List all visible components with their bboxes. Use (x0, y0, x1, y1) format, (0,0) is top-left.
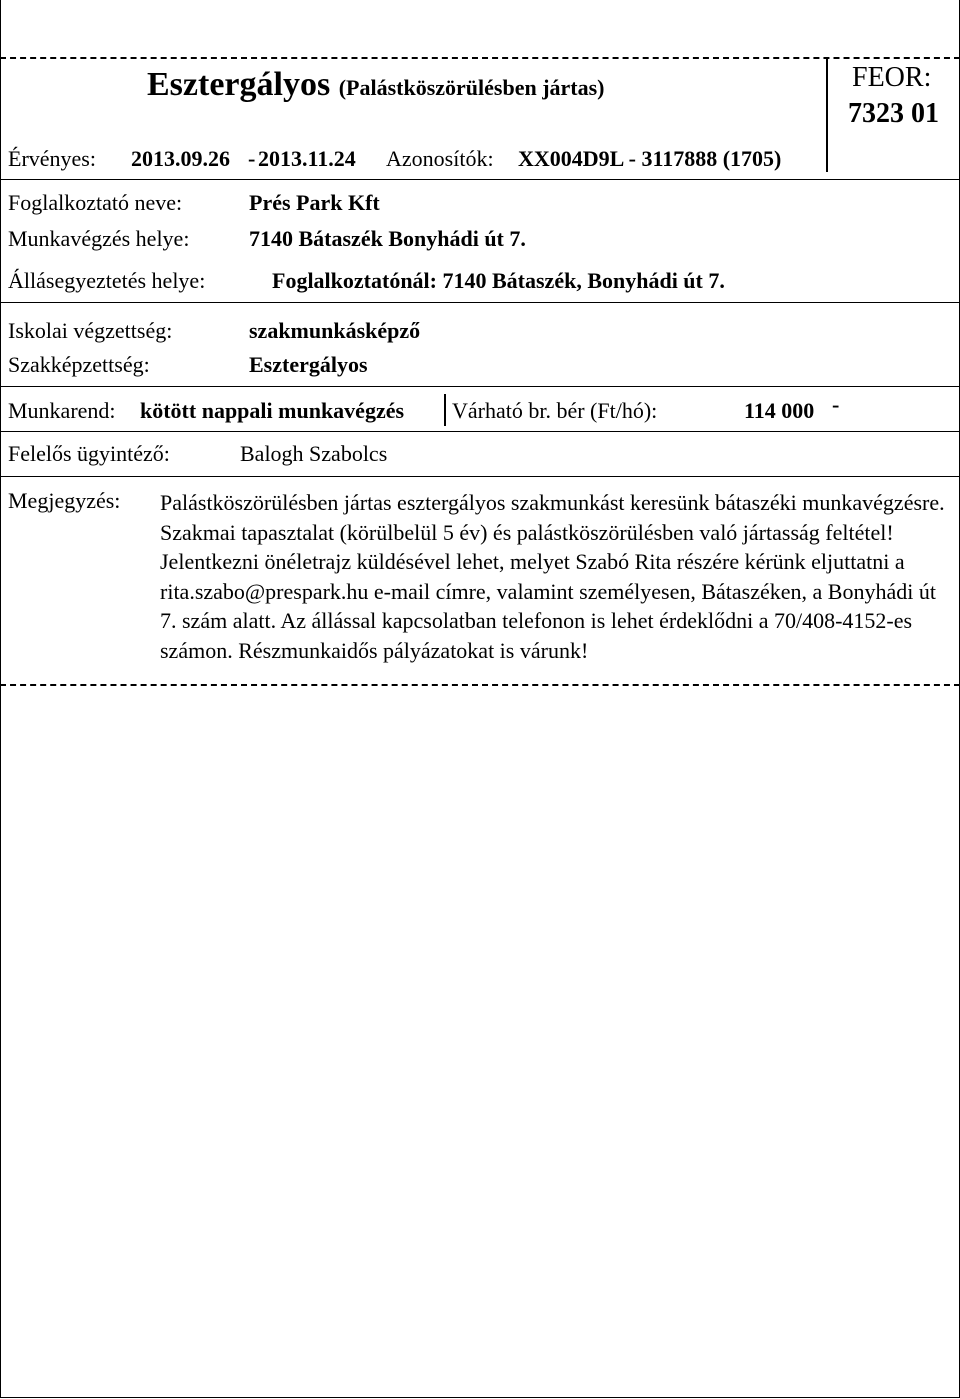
interview-place-value: Foglalkoztatónál: 7140 Bátaszék, Bonyhádi út 7. (272, 268, 725, 293)
validity-separator: - (248, 146, 256, 171)
schedule-value: kötött nappali munkavégzés (140, 398, 405, 423)
job-title-sub: (Palástköszörülésben jártas) (338, 75, 605, 100)
wage-dash: - (832, 392, 840, 417)
contact-label: Felelős ügyintéző: (8, 441, 170, 466)
wage-value: 114 000 (744, 398, 815, 423)
feor-label: FEOR: (852, 62, 932, 93)
row-divider (0, 302, 960, 303)
note-label: Megjegyzés: (8, 488, 121, 513)
work-place-label: Munkavégzés helye: (8, 226, 190, 251)
interview-place-label: Állásegyeztetés helye: (8, 268, 206, 293)
validity-to: 2013.11.24 (258, 146, 356, 171)
row-divider (0, 386, 960, 387)
qualification-label: Szakképzettség: (8, 352, 150, 377)
validity-label: Érvényes: (8, 146, 96, 171)
schedule-label: Munkarend: (8, 398, 116, 423)
ids-label: Azonosítók: (386, 146, 494, 171)
school-label: Iskolai végzettség: (8, 318, 173, 343)
wage-label: Várható br. bér (Ft/hó): (452, 398, 658, 423)
employer-name-label: Foglalkoztató neve: (8, 190, 183, 215)
qualification-value: Esztergályos (249, 352, 368, 377)
row-divider (0, 476, 960, 477)
job-title (147, 66, 605, 104)
note-text: Palástköszörülésben jártas esztergályos szakmunkást keresünk bátaszéki munkavégzésre. Szakmai tapasztalat (körülbelül 5 év) és palástköszörülésben való jártasság feltétel! Jelentkezni önéletrajz küldésével lehet, melyet Szabó Rita részére kérünk eljuttatni a rita.szabo@prespark.hu e-mail címre, valamint személyesen, Bátaszéken, a Bonyhádi út 7. szám alatt. Az állással kapcsolatban telefonon is lehet érdeklődni a 70/408-4152-es számon. Részmunkaidős pályázatokat is várunk! (160, 490, 945, 663)
contact-value: Balogh Szabolcs (240, 441, 388, 466)
bottom-dashed-separator (0, 684, 960, 686)
school-value: szakmunkásképző (249, 318, 421, 343)
employer-name-value: Prés Park Kft (249, 190, 380, 215)
ids-value: XX004D9L - 3117888 (1705) (518, 146, 782, 171)
work-place-value: 7140 Bátaszék Bonyhádi út 7. (249, 226, 526, 251)
schedule-wage-divider (444, 394, 446, 426)
row-divider (0, 431, 960, 432)
job-title-main: Esztergályos (147, 66, 331, 103)
top-dashed-separator (0, 57, 960, 59)
feor-code: 7323 01 (848, 98, 939, 129)
validity-from: 2013.09.26 (131, 146, 230, 171)
row-divider (0, 179, 960, 180)
feor-divider (826, 58, 828, 172)
